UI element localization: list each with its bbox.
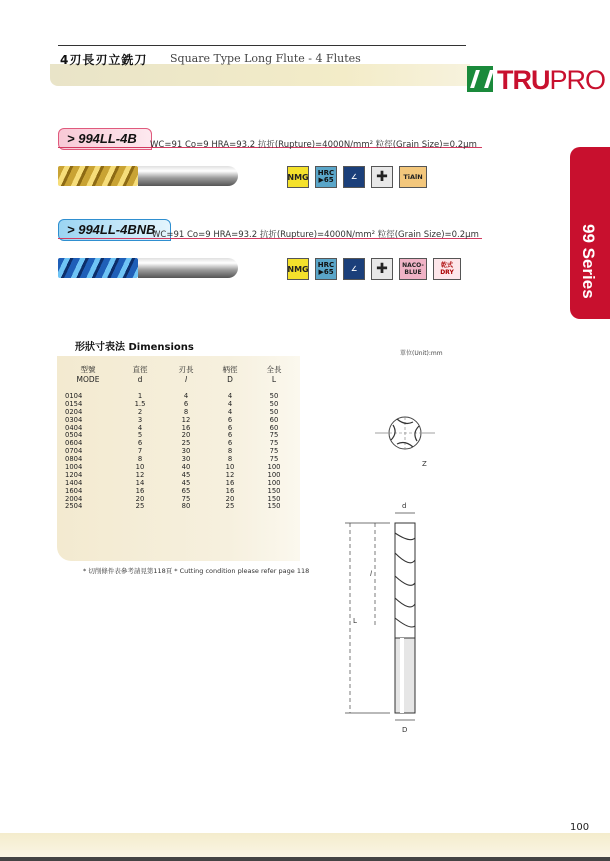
cell-flute-length: 20	[181, 431, 191, 440]
product-model-label: > 994LL-4B	[58, 128, 152, 150]
cell-model: 0154	[65, 399, 83, 408]
L-dimension-label: L	[353, 617, 357, 625]
cell-flute-length: 45	[181, 478, 191, 487]
cell-flute-length: 25	[181, 439, 191, 448]
angle-icon: ∠	[343, 166, 365, 188]
product-specs: WC=91 Co=9 HRA=93.2 抗折(Rupture)=4000N/mm² 粒徑(Grain Size)=0.2μm	[152, 230, 479, 240]
feature-icons	[287, 258, 461, 280]
cell-model: 2504	[65, 502, 83, 511]
cell-model: 2004	[65, 494, 83, 503]
cell-model: 0704	[65, 447, 83, 456]
dimensions-table-header	[57, 358, 300, 388]
dimensions-table-body	[57, 392, 300, 510]
cell-diameter: 20	[135, 494, 145, 503]
cell-model: 1404	[65, 478, 83, 487]
cell-overall-length: 100	[267, 463, 281, 472]
l-dimension-label: l	[370, 570, 372, 578]
hrc-icon: HRC ▶65	[315, 166, 337, 188]
table-row	[57, 392, 300, 400]
cell-flute-length: 16	[181, 423, 191, 432]
cell-shank: 12	[225, 470, 235, 479]
cell-flute-length: 75	[181, 494, 191, 503]
cell-shank: 4	[227, 399, 233, 408]
cell-flute-length: 4	[183, 392, 189, 400]
cell-diameter: 1	[137, 392, 143, 400]
z-label: Z	[422, 460, 427, 468]
cell-overall-length: 60	[269, 423, 279, 432]
naco-blue-coating-icon: NACO-BLUE	[399, 258, 427, 280]
cell-flute-length: 8	[183, 407, 189, 416]
d-dimension-label: d	[402, 502, 407, 510]
product-model-name: 994LL-4BNB	[78, 222, 156, 237]
cell-flute-length: 30	[181, 455, 191, 464]
cell-overall-length: 150	[267, 502, 281, 511]
cell-model: 0604	[65, 439, 83, 448]
table-row	[57, 416, 300, 424]
cell-overall-length: 100	[267, 478, 281, 487]
cell-overall-length: 50	[269, 399, 279, 408]
cell-diameter: 2	[137, 407, 143, 416]
cell-overall-length: 150	[267, 494, 281, 503]
dry-cutting-icon: 乾式 DRY	[433, 258, 461, 280]
header-flute-length-cn: 刃長	[178, 365, 194, 374]
footer-rule	[0, 857, 610, 861]
logo-text-thin: PRO	[549, 65, 606, 95]
flute-section	[58, 258, 138, 278]
table-row	[57, 424, 300, 432]
cell-overall-length: 50	[269, 392, 279, 400]
series-tab-label: 99 Series	[579, 224, 598, 299]
cell-shank: 6	[227, 423, 233, 432]
table-row	[57, 431, 300, 439]
end-view-drawing	[370, 408, 440, 468]
header-overall-length-en: L	[271, 375, 277, 384]
cell-overall-length: 60	[269, 415, 279, 424]
shank-section	[138, 166, 238, 186]
page-title-cn: 4刃長刃立銑刀	[60, 53, 148, 67]
cell-diameter: 1.5	[134, 399, 146, 408]
cell-overall-length: 75	[269, 431, 279, 440]
cell-diameter: 5	[137, 431, 143, 440]
logo-text	[497, 65, 605, 96]
brand-logo	[467, 62, 606, 98]
nmg-icon: NMG	[287, 258, 309, 280]
cell-diameter: 4	[137, 423, 143, 432]
logo-text-bold: TRU	[497, 65, 550, 95]
header-flute-length-en: l	[184, 375, 188, 384]
cell-shank: 10	[225, 463, 235, 472]
product-model-label: > 994LL-4BNB	[58, 219, 171, 241]
cell-flute-length: 12	[181, 415, 191, 424]
table-row	[57, 502, 300, 510]
cell-flute-length: 80	[181, 502, 191, 511]
cell-diameter: 8	[137, 455, 143, 464]
table-row	[57, 495, 300, 503]
cell-model: 0104	[65, 392, 83, 400]
product-model-name: 994LL-4B	[78, 131, 137, 146]
table-row	[57, 463, 300, 471]
cell-diameter: 25	[135, 502, 145, 511]
cell-shank: 8	[227, 447, 233, 456]
table-row	[57, 479, 300, 487]
cell-model: 0804	[65, 455, 83, 464]
hrc-icon: HRC ▶65	[315, 258, 337, 280]
page-number: 100	[570, 822, 590, 833]
table-row	[57, 487, 300, 495]
cell-model: 1604	[65, 486, 83, 495]
cell-overall-length: 50	[269, 407, 279, 416]
tialn-coating-icon: TiAlN	[399, 166, 427, 188]
cell-flute-length: 40	[181, 463, 191, 472]
table-row	[57, 439, 300, 447]
cell-diameter: 7	[137, 447, 143, 456]
cell-overall-length: 150	[267, 486, 281, 495]
angle-icon: ∠	[343, 258, 365, 280]
table-row	[57, 455, 300, 463]
header-shank-en: D	[227, 375, 233, 384]
cell-model: 0504	[65, 431, 83, 440]
cell-shank: 6	[227, 415, 233, 424]
cell-diameter: 16	[135, 486, 145, 495]
feature-icons	[287, 166, 427, 188]
cell-shank: 16	[225, 486, 235, 495]
cell-diameter: 6	[137, 439, 143, 448]
header-diameter-en: d	[137, 375, 143, 384]
cell-diameter: 10	[135, 463, 145, 472]
unit-label: 單位(Unit):mm	[400, 350, 443, 357]
logo-mark-icon	[467, 66, 493, 92]
cell-shank: 20	[225, 494, 235, 503]
header-overall-length-cn: 全長	[266, 365, 282, 374]
side-view-drawing	[340, 498, 450, 738]
nmg-icon: NMG	[287, 166, 309, 188]
D-dimension-label: D	[402, 726, 408, 734]
cell-overall-length: 75	[269, 447, 279, 456]
cell-model: 1204	[65, 470, 83, 479]
cell-shank: 16	[225, 478, 235, 487]
cell-shank: 25	[225, 502, 235, 511]
page-title-en: Square Type Long Flute - 4 Flutes	[170, 52, 361, 65]
tool-image-gold	[58, 166, 238, 186]
table-row	[57, 408, 300, 416]
cell-diameter: 12	[135, 470, 145, 479]
cell-flute-length: 65	[181, 486, 191, 495]
header-shank-cn: 柄徑	[222, 365, 238, 374]
cell-overall-length: 75	[269, 455, 279, 464]
cell-shank: 6	[227, 431, 233, 440]
dimensions-title: 形狀寸表法 Dimensions	[75, 342, 194, 353]
cell-model: 0304	[65, 415, 83, 424]
footnote: * 切削條件表參考請見第118頁 * Cutting condition please refer page 118	[83, 567, 310, 575]
shank-section	[138, 258, 238, 278]
table-row	[57, 400, 300, 408]
header-model-en: MODE	[76, 375, 100, 384]
cell-flute-length: 45	[181, 470, 191, 479]
cell-diameter: 14	[135, 478, 145, 487]
cross-icon: ✚	[371, 258, 393, 280]
cell-shank: 4	[227, 407, 233, 416]
header-diameter-cn: 直徑	[132, 365, 148, 374]
table-row	[57, 447, 300, 455]
cell-shank: 6	[227, 439, 233, 448]
cell-overall-length: 100	[267, 470, 281, 479]
cell-flute-length: 30	[181, 447, 191, 456]
table-row	[57, 471, 300, 479]
product-specs: WC=91 Co=9 HRA=93.2 抗折(Rupture)=4000N/mm² 粒徑(Grain Size)=0.2μm	[150, 140, 477, 150]
cell-model: 0204	[65, 407, 83, 416]
cell-overall-length: 75	[269, 439, 279, 448]
cell-shank: 4	[227, 392, 233, 400]
cell-model: 0404	[65, 423, 83, 432]
tool-image-blue	[58, 258, 238, 278]
header-model-cn: 型號	[80, 365, 96, 374]
header-rule	[58, 45, 466, 46]
cell-model: 1004	[65, 463, 83, 472]
cell-diameter: 3	[137, 415, 143, 424]
cell-shank: 8	[227, 455, 233, 464]
cross-icon: ✚	[371, 166, 393, 188]
cell-flute-length: 6	[183, 399, 189, 408]
flute-section	[58, 166, 138, 186]
